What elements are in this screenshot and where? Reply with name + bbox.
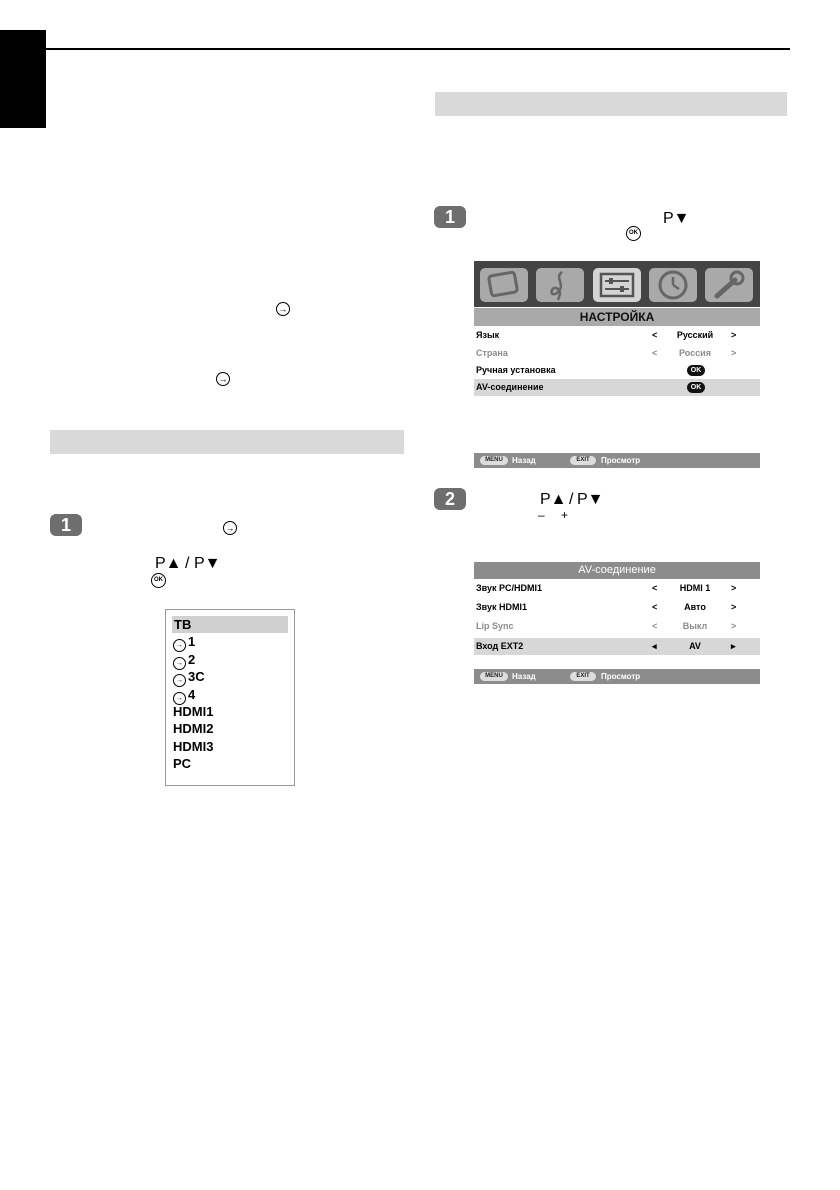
exit-key: EXIT [570, 672, 596, 681]
av-connection-menu [474, 562, 760, 684]
source-item-ext2[interactable]: → 2 [166, 651, 294, 668]
plus-glyph: + [561, 508, 569, 522]
source-item-hdmi3[interactable]: HDMI3 [173, 738, 214, 754]
back-label: Назад [512, 672, 536, 681]
input-icon: → [173, 674, 186, 687]
wrench-icon[interactable] [705, 268, 753, 302]
language-tab [0, 30, 46, 128]
header-rule [46, 48, 790, 50]
slash-glyph: / [569, 491, 574, 508]
menu-title: AV-соединение [474, 562, 760, 579]
input-icon: → [173, 692, 186, 705]
p-down-glyph: P▼ [577, 491, 604, 508]
input-select-icon: → [276, 302, 290, 316]
ok-badge: OK [687, 382, 705, 393]
menu-row-language[interactable]: Язык < Русский > [476, 330, 737, 340]
p-down-glyph: P▼ [663, 210, 690, 227]
clock-icon[interactable] [649, 268, 697, 302]
source-item-ext1[interactable]: → 1 [166, 633, 294, 650]
input-icon: → [173, 657, 186, 670]
source-item-hdmi2[interactable]: HDMI2 [173, 721, 214, 737]
back-label: Назад [512, 456, 536, 465]
menu-footer [474, 669, 760, 684]
menu-icon-bar [474, 261, 760, 307]
menu-row-pc-hdmi1-audio[interactable]: Звук PC/HDMI1 < HDMI 1 > [476, 583, 737, 593]
menu-title: НАСТРОЙКА [474, 308, 760, 326]
ok-button-icon: OK [626, 226, 641, 241]
setup-menu [474, 261, 760, 468]
menu-key: MENU [480, 456, 508, 465]
menu-row-lip-sync: Lip Sync < Выкл > [476, 621, 737, 631]
minus-glyph: – [538, 508, 545, 522]
input-select-icon: → [223, 521, 237, 535]
ok-badge: OK [687, 365, 705, 376]
view-label: Просмотр [601, 456, 641, 465]
source-item-pc[interactable]: PC [173, 756, 192, 772]
input-icon: → [173, 639, 186, 652]
menu-row-av-connection[interactable]: AV-соединение OK [474, 379, 760, 396]
menu-key: MENU [480, 672, 508, 681]
p-down-glyph: P▼ [194, 555, 221, 572]
source-item-hdmi1[interactable]: HDMI1 [173, 703, 214, 719]
ok-button-icon: OK [151, 573, 166, 588]
p-up-glyph: P▲ [155, 555, 182, 572]
step-badge: 1 [434, 206, 466, 228]
menu-row-ext2-input[interactable]: Вход EXT2 ◂ AV ▸ [474, 638, 760, 655]
menu-row-country: Страна < Россия > [476, 348, 737, 358]
p-up-glyph: P▲ [540, 491, 567, 508]
input-select-icon: → [216, 372, 230, 386]
section-header-bar [50, 430, 404, 454]
exit-key: EXIT [570, 456, 596, 465]
source-item-tv[interactable]: ТВ [172, 616, 288, 633]
settings-sliders-icon[interactable] [593, 268, 641, 302]
music-note-icon[interactable] [536, 268, 584, 302]
section-header-bar [435, 92, 787, 116]
step-badge: 1 [50, 514, 82, 536]
tv-icon[interactable] [480, 268, 528, 302]
step-badge: 2 [434, 488, 466, 510]
source-item-ext3c[interactable]: → 3C [166, 668, 294, 685]
slash-glyph: / [185, 555, 190, 572]
view-label: Просмотр [601, 672, 641, 681]
input-source-list [165, 609, 295, 786]
source-item-ext4[interactable]: → 4 [166, 686, 294, 703]
menu-footer [474, 453, 760, 468]
menu-row-manual-tuning[interactable]: Ручная установка OK [474, 362, 760, 379]
menu-row-hdmi1-audio[interactable]: Звук HDMI1 < Авто > [476, 602, 737, 612]
